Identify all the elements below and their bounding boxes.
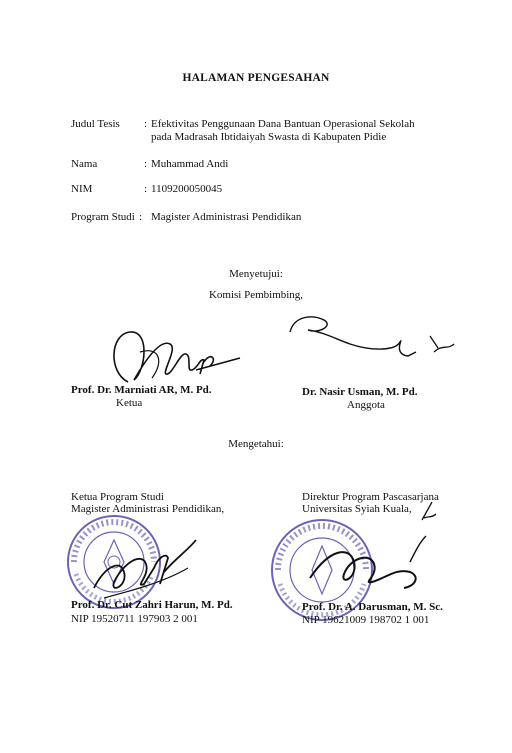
member-signature-image [284, 310, 464, 365]
field-label: Judul Tesis [71, 118, 120, 130]
field-separator: : [144, 118, 148, 130]
right-official-title-2: Universitas Syiah Kuala, [302, 503, 412, 515]
field-value: 1109200050045 [151, 183, 223, 195]
committee-label: Komisi Pembimbing, [208, 289, 304, 301]
member-name: Dr. Nasir Usman, M. Pd. [302, 386, 418, 398]
chair-name: Prof. Dr. Marniati AR, M. Pd. [71, 384, 212, 396]
page-title: HALAMAN PENGESAHAN [182, 72, 330, 84]
right-official-signature-image [300, 528, 440, 608]
field-label: Nama [71, 158, 98, 170]
chair-signature-image [100, 322, 250, 392]
left-official-title-2: Magister Administrasi Pendidikan, [71, 503, 225, 515]
right-official-nip: NIP 19621009 198702 1 001 [302, 614, 430, 626]
chair-role: Ketua [116, 397, 143, 409]
acknowledged-heading: Mengetahui: [228, 438, 284, 450]
field-separator: : [139, 211, 143, 223]
left-official-name: Prof. Dr. Cut Zahri Harun, M. Pd. [71, 599, 233, 611]
right-initial-mark [420, 500, 440, 522]
right-official-title-1: Direktur Program Pascasarjana [302, 491, 439, 503]
left-official-signature-image [84, 528, 204, 608]
left-official-title-1: Ketua Program Studi [71, 491, 164, 503]
left-official-nip: NIP 19520711 197903 2 001 [71, 613, 198, 625]
field-value: Magister Administrasi Pendidikan [151, 211, 302, 223]
thesis-title-line-1: Efektivitas Penggunaan Dana Bantuan Operasional Sekolah [151, 118, 415, 130]
field-label: Program Studi [71, 211, 135, 223]
thesis-title-line-2: pada Madrasah Ibtidaiyah Swasta di Kabupaten Pidie [151, 131, 387, 143]
field-value: Muhammad Andi [151, 158, 229, 170]
field-separator: : [144, 158, 148, 170]
member-role: Anggota [347, 399, 385, 411]
right-official-name: Prof. Dr. A. Darusman, M. Sc. [302, 601, 443, 613]
field-separator: : [144, 183, 148, 195]
field-label: NIM [71, 183, 93, 195]
approval-heading: Menyetujui: [229, 268, 283, 280]
